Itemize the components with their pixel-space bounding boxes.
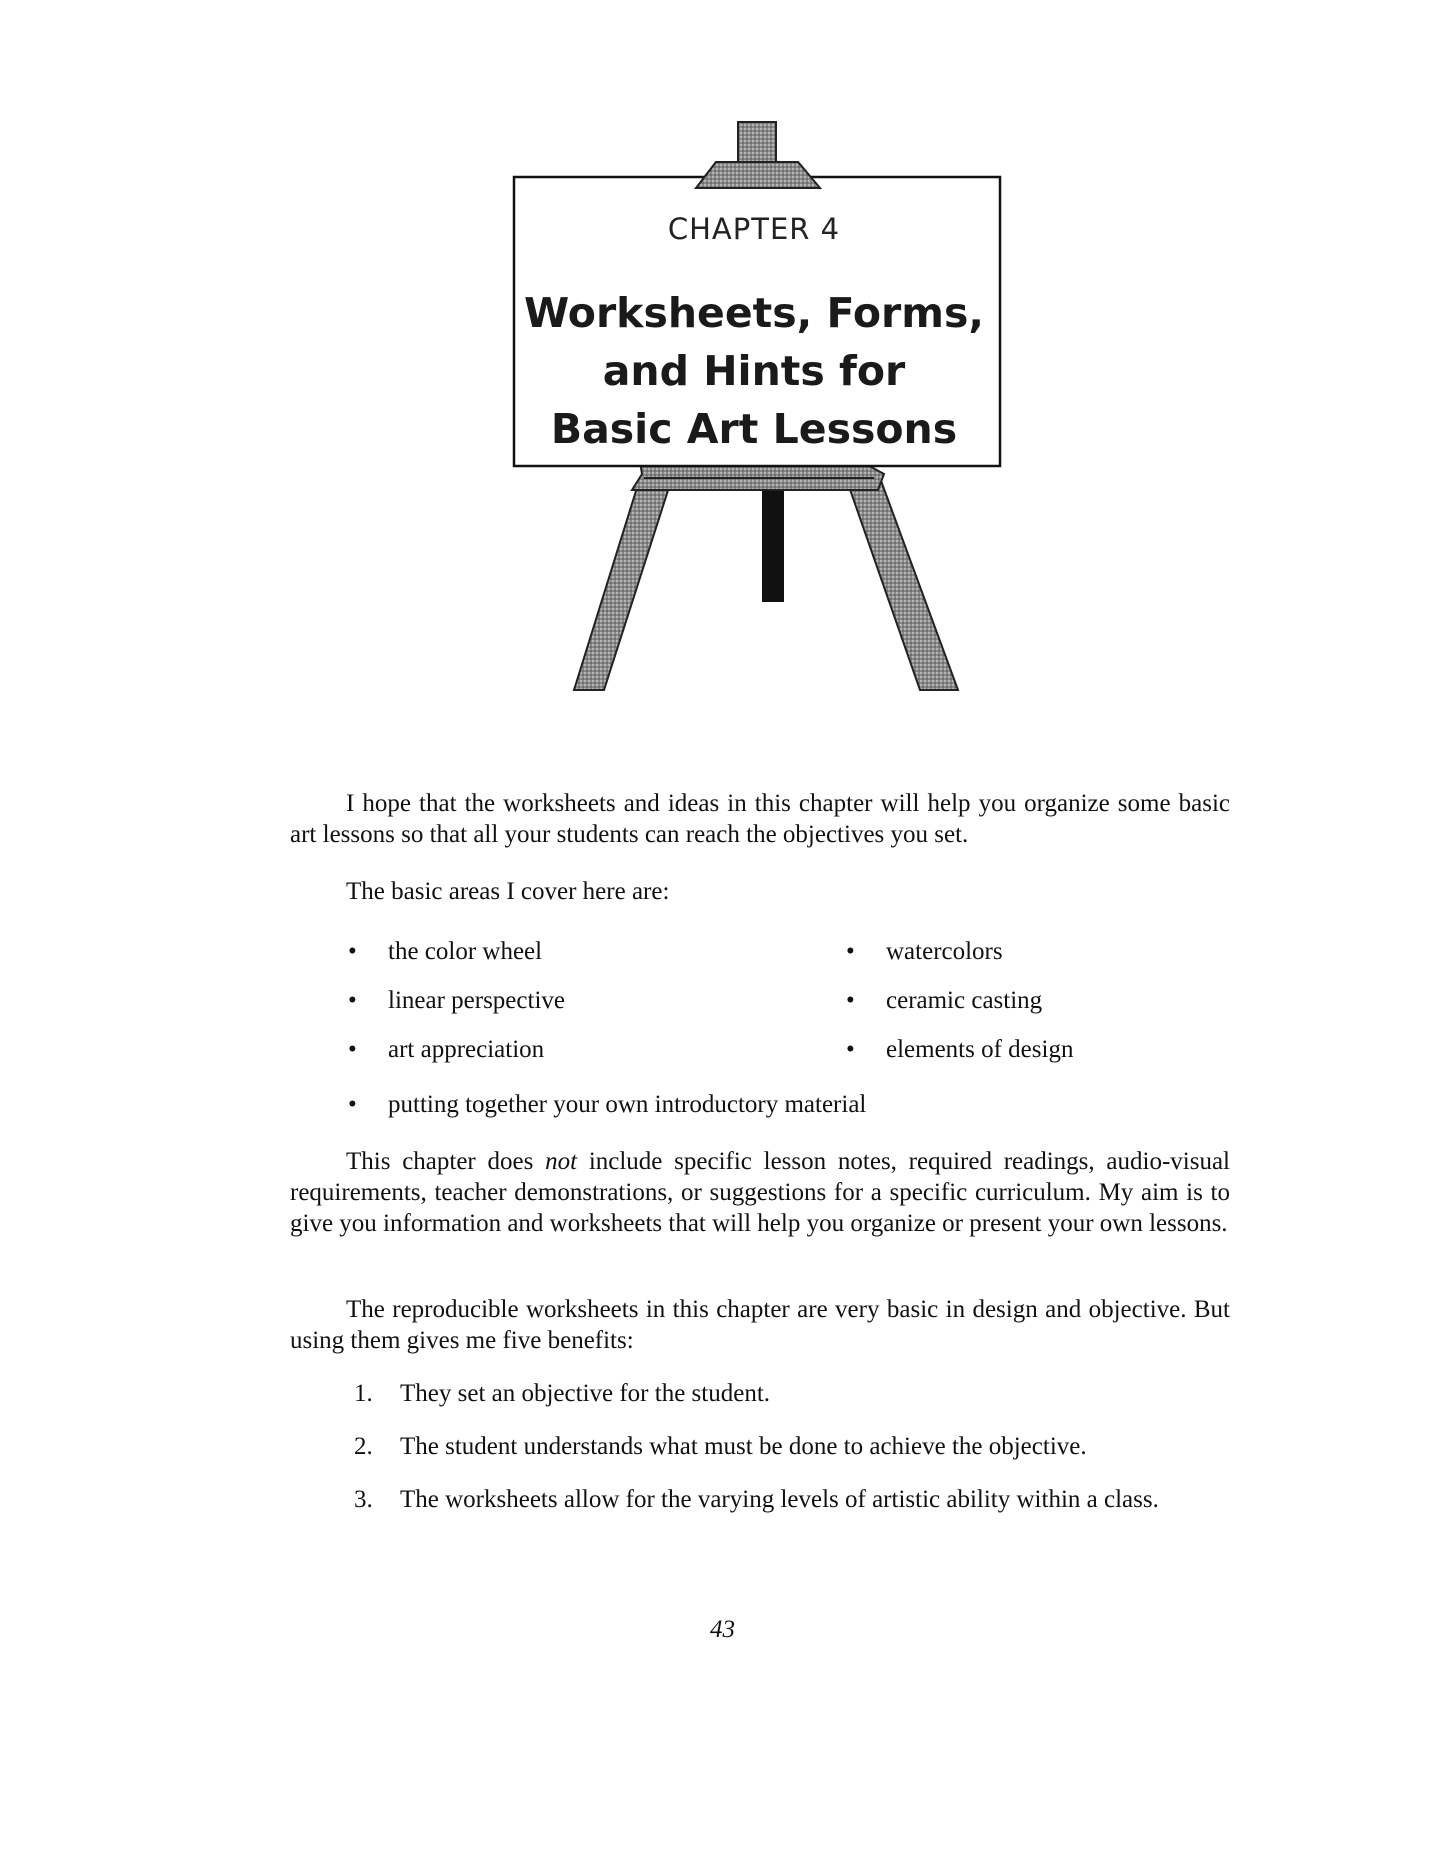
- list-item-text: the color wheel: [388, 938, 543, 965]
- bullet-dot: •: [348, 1091, 357, 1118]
- page-number: 43: [710, 1616, 735, 1643]
- easel-top-post: [738, 122, 776, 162]
- chapter-title-line: and Hints for: [602, 347, 906, 395]
- chapter-sign: [512, 176, 996, 464]
- bullet-dot: •: [846, 987, 855, 1014]
- list-item: [348, 987, 565, 1015]
- scope-text: This chapter does: [346, 1148, 546, 1175]
- chapter-title: [512, 284, 996, 458]
- list-item: [348, 938, 542, 966]
- list-item: [846, 1036, 1073, 1064]
- worksheets-paragraph: The reproducible worksheets in this chapter are very basic in design and objective. But using them gives me five benefits:: [290, 1296, 1230, 1354]
- list-item-text: ceramic casting: [886, 987, 1043, 1014]
- intro-paragraph: I hope that the worksheets and ideas in this chapter will help you organize some basic art lessons so that all your students can reach the objectives you set.: [290, 790, 1230, 848]
- bullet-dot: •: [348, 1036, 357, 1063]
- benefit-text: The worksheets allow for the varying levels of artistic ability within a class.: [400, 1486, 1159, 1513]
- list-item: [846, 938, 1003, 966]
- list-item-text: art appreciation: [388, 1036, 545, 1063]
- benefit-number: 1.: [354, 1380, 373, 1407]
- bullet-dot: •: [348, 938, 357, 965]
- list-item-text: putting together your own introductory material: [388, 1091, 867, 1118]
- list-item: [846, 987, 1042, 1015]
- bullet-dot: •: [846, 1036, 855, 1063]
- easel-center-leg: [762, 490, 784, 602]
- chapter-label: CHAPTER 4: [667, 212, 841, 246]
- chapter-title-line: Worksheets, Forms,: [524, 289, 984, 337]
- scope-emphasis: not: [545, 1148, 578, 1175]
- list-item: [348, 1036, 544, 1064]
- bullet-dot: •: [846, 938, 855, 965]
- bullet-dot: •: [348, 987, 357, 1014]
- chapter-title-line: Basic Art Lessons: [550, 405, 958, 453]
- benefit-number: 2.: [354, 1433, 373, 1460]
- scope-paragraph: [290, 1146, 1230, 1239]
- list-item: [348, 1091, 866, 1119]
- benefit-text: The student understands what must be done to achieve the objective.: [400, 1433, 1087, 1460]
- scope-text: include specific lesson notes, required readings, audio-visual requirements, teacher demonstrations, or suggestions for a specific curriculum. My aim is to give you information and worksheets that will help you organize or present your own lessons.: [290, 1148, 1230, 1237]
- list-item-text: linear perspective: [388, 987, 565, 1014]
- easel-right-leg: [846, 478, 958, 690]
- benefit-number: 3.: [354, 1486, 373, 1513]
- list-item-text: elements of design: [886, 1036, 1074, 1063]
- areas-intro: The basic areas I cover here are:: [346, 878, 670, 905]
- list-item-text: watercolors: [886, 938, 1003, 965]
- easel-illustration: [0, 0, 1445, 720]
- benefit-text: They set an objective for the student.: [400, 1380, 771, 1407]
- easel-left-leg: [574, 478, 672, 690]
